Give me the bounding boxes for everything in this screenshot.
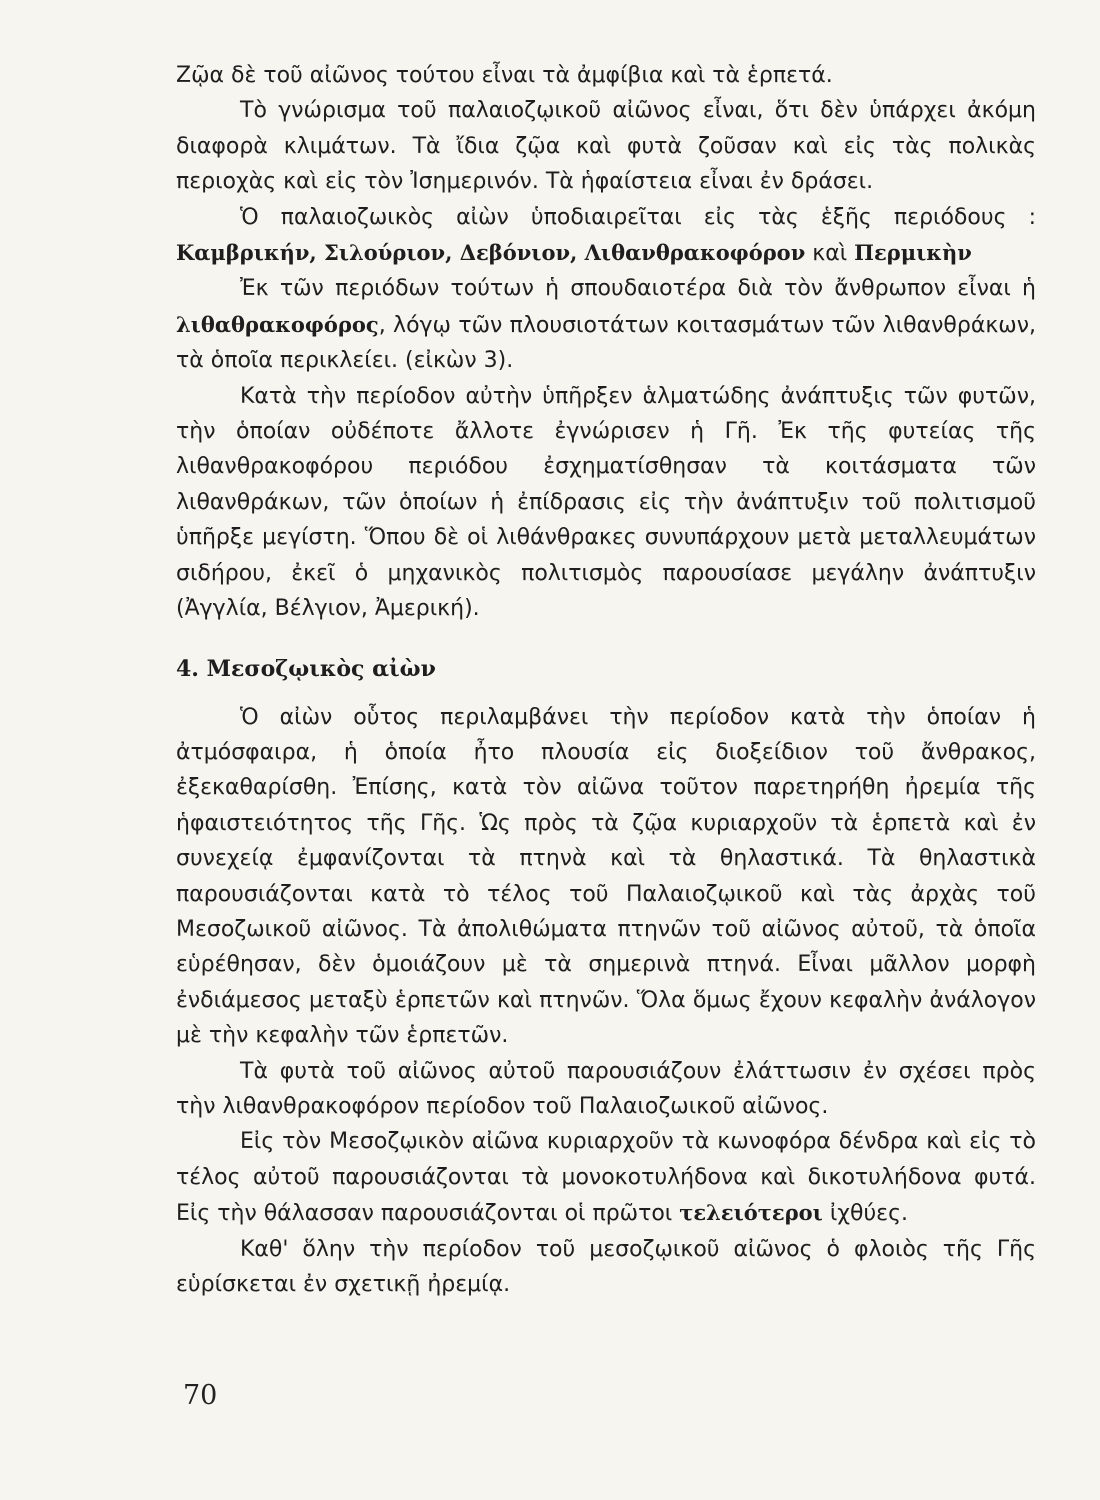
text-run: Εἰς τὸν Μεσοζῳικὸν αἰῶνα κυριαρχοῦν τὰ κωνοφόρα δένδρα καὶ εἰς τὸ τέλος αὐτοῦ παρουσιάζονται τὰ μονοκοτυλήδονα καὶ δικοτυλήδονα φυτά. Εἰς τὴν θάλασσαν παρουσιάζονται οἱ πρῶτοι xyxy=(176,1129,1036,1227)
paragraph xyxy=(176,700,1036,1054)
text-run: Τὰ φυτὰ τοῦ αἰῶνος αὐτοῦ παρουσιάζουν ἐλάττωσιν ἐν σχέσει πρὸς τὴν λιθανθρακοφόρον περίοδον τοῦ Παλαιοζωικοῦ αἰῶνος. xyxy=(176,1058,1036,1119)
paragraph xyxy=(176,1054,1036,1125)
paragraph xyxy=(176,200,1036,272)
paragraph xyxy=(176,271,1036,378)
bold-term: λιθαθρακοφόρος xyxy=(176,311,379,337)
section-heading: 4. Μεσοζῳικὸς αἰὼν xyxy=(176,655,436,682)
page-number: 70 xyxy=(183,1380,218,1411)
bold-term: Καμβρικήν, Σιλούριον, Δεβόνιον, Λιθανθρακοφόρον xyxy=(176,240,806,266)
bold-term: Περμικὴν xyxy=(854,240,972,266)
text-run: Ὁ παλαιοζωικὸς αἰὼν ὑποδιαιρεῖται εἰς τὰς ἑξῆς περιόδους : xyxy=(240,204,1036,230)
paragraph xyxy=(176,379,1036,627)
text-run: Ἐκ τῶν περιόδων τούτων ἡ σπουδαιοτέρα διὰ τὸν ἄνθρωπον εἶναι ἡ xyxy=(240,276,1036,302)
bold-term: τελειότεροι xyxy=(679,1200,823,1226)
paragraph xyxy=(176,1124,1036,1231)
text-run: Κατὰ τὴν περίοδον αὐτὴν ὑπῆρξεν ἁλματώδης ἀνάπτυξις τῶν φυτῶν, τὴν ὁποίαν οὐδέποτε ἄλλοτε ἐγνώρισεν ἡ Γῆ. Ἐκ τῆς φυτείας τῆς λιθανθρακοφόρου περιόδου ἐσχηματίσθησαν τὰ κοιτάσματα τῶν λιθανθράκων, τῶν ὁποίων ἡ ἐπίδρασις εἰς τὴν ἀνάπτυξιν τοῦ πολιτισμοῦ ὑπῆρξε μεγίστη. Ὅπου δὲ οἱ λιθάνθρακες συνυπάρχουν μετὰ μεταλλευμάτων σιδήρου, ἐκεῖ ὁ μηχανικὸς πολιτισμὸς παρουσίασε μεγάλην ἀνάπτυξιν (Ἀγγλία, Βέλγιον, Ἀμερική). xyxy=(176,383,1036,622)
paragraph xyxy=(176,93,1036,199)
paragraph xyxy=(176,1232,1036,1303)
text-run: Καθ' ὅλην τὴν περίοδον τοῦ μεσοζῳικοῦ αἰῶνος ὁ φλοιὸς τῆς Γῆς εὑρίσκεται ἐν σχετικῇ ἠρεμίᾳ. xyxy=(176,1236,1036,1297)
paragraph xyxy=(176,58,1036,93)
text-run: καὶ xyxy=(805,241,855,267)
body-text xyxy=(176,58,1036,1302)
text-run: Τὸ γνώρισμα τοῦ παλαιοζῳικοῦ αἰῶνος εἶναι, ὅτι δὲν ὑπάρχει ἀκόμη διαφορὰ κλιμάτων. Τὰ ἴδια ζῷα καὶ φυτὰ ζοῦσαν καὶ εἰς τὰς πολικὰς περιοχὰς καὶ εἰς τὸν Ἰσημερινόν. Τὰ ἡφαίστεια εἶναι ἐν δράσει. xyxy=(176,98,1036,195)
text-run: ἰχθύες. xyxy=(822,1201,908,1227)
text-run: Ὁ αἰὼν οὗτος περιλαμβάνει τὴν περίοδον κατὰ τὴν ὁποίαν ἡ ἀτμόσφαιρα, ἡ ὁποία ἦτο πλουσία εἰς διοξείδιον τοῦ ἄνθρακος, ἐξεκαθαρίσθη. Ἐπίσης, κατὰ τὸν αἰῶνα τοῦτον παρετηρήθη ἠρεμία τῆς ἡφαιστειότητος τῆς Γῆς. Ὡς πρὸς τὰ ζῷα κυριαρχοῦν τὰ ἑρπετὰ καὶ ἐν συνεχείᾳ ἐμφανίζονται τὰ πτηνὰ καὶ τὰ θηλαστικά. Τὰ θηλαστικὰ παρουσιάζονται κατὰ τὸ τέλος τοῦ Παλαιοζῳικοῦ καὶ τὰς ἀρχὰς τοῦ Μεσοζωικοῦ αἰῶνος. Τὰ ἀπολιθώματα πτηνῶν τοῦ αἰῶνος αὐτοῦ, τὰ ὁποῖα εὑρέθησαν, δὲν ὁμοιάζουν μὲ τὰ σημερινὰ πτηνά. Εἶναι μᾶλλον μορφὴ ἐνδιάμεσος μεταξὺ ἑρπετῶν καὶ πτηνῶν. Ὅλα ὅμως ἔχουν κεφαλὴν ἀνάλογον μὲ τὴν κεφαλὴν τῶν ἑρπετῶν. xyxy=(176,704,1036,1049)
text-run: , λόγῳ τῶν πλουσιοτάτων κοιτασμάτων τῶν λιθανθράκων, τὰ ὁποῖα περικλείει. (εἰκὼν 3). xyxy=(176,312,1036,374)
text-run: Ζῷα δὲ τοῦ αἰῶνος τούτου εἶναι τὰ ἀμφίβια καὶ τὰ ἑρπετά. xyxy=(176,63,833,88)
